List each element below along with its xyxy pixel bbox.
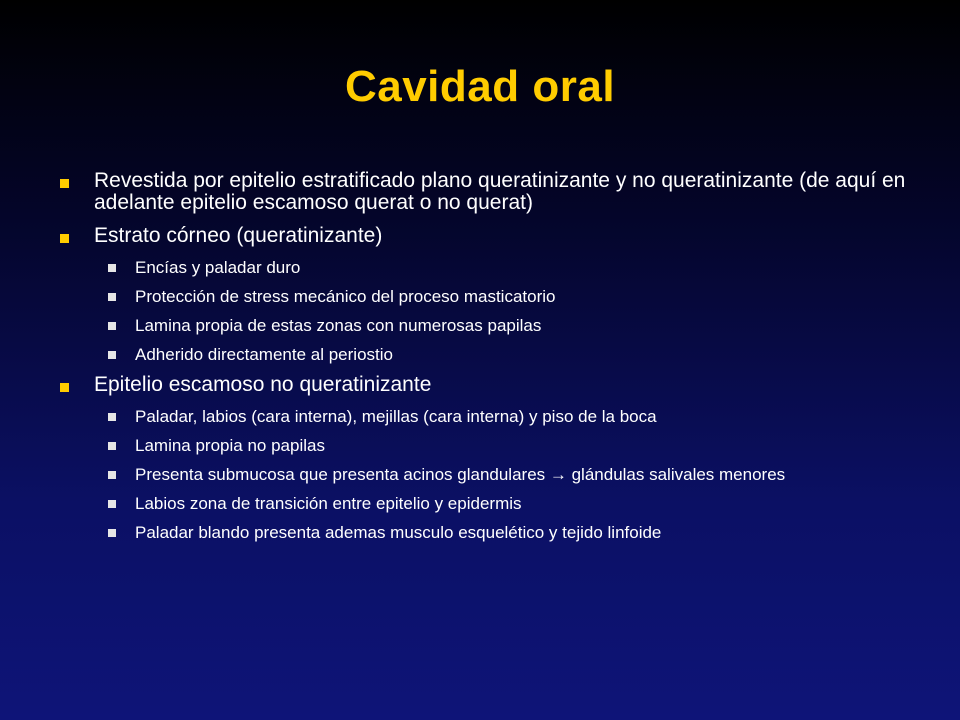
bullet-item xyxy=(56,170,916,214)
square-bullet-icon xyxy=(108,413,116,421)
sub-bullet-item xyxy=(56,316,916,335)
sub-bullet-text: Adherido directamente al periostio xyxy=(135,345,393,364)
square-bullet-icon xyxy=(60,234,69,243)
square-bullet-icon xyxy=(108,264,116,272)
sub-bullet-item xyxy=(56,258,916,277)
sub-bullet-text: Labios zona de transición entre epitelio y epidermis xyxy=(135,494,522,513)
sub-bullet-item xyxy=(56,287,916,306)
square-bullet-icon xyxy=(108,471,116,479)
bullet-item xyxy=(56,374,916,396)
sub-bullet-item xyxy=(56,436,916,455)
square-bullet-icon xyxy=(108,529,116,537)
slide-title: Cavidad oral xyxy=(344,62,616,111)
sub-bullet-text: Lamina propia no papilas xyxy=(135,436,325,455)
sub-bullet-text: Paladar blando presenta ademas musculo esquelético y tejido linfoide xyxy=(135,523,662,542)
square-bullet-icon xyxy=(108,293,116,301)
square-bullet-icon xyxy=(108,322,116,330)
bullet-text: Epitelio escamoso no queratinizante xyxy=(94,373,432,396)
sub-bullet-text: Lamina propia de estas zonas con numerosas papilas xyxy=(135,316,542,335)
sub-bullet-item xyxy=(56,494,916,513)
square-bullet-icon xyxy=(108,442,116,450)
sub-bullet-item xyxy=(56,465,916,484)
sub-bullet-item xyxy=(56,345,916,364)
sub-bullet-text: Protección de stress mecánico del proceso masticatorio xyxy=(135,287,556,306)
square-bullet-icon xyxy=(108,351,116,359)
square-bullet-icon xyxy=(108,500,116,508)
square-bullet-icon xyxy=(60,383,69,392)
bullet-text: Estrato córneo (queratinizante) xyxy=(94,224,383,247)
bullet-text: Revestida por epitelio estratificado plano queratinizante y no queratinizante (de aquí en adelante epitelio escamoso querat o no querat) xyxy=(94,169,906,214)
bullet-list xyxy=(56,170,916,552)
sub-bullet-text: Paladar, labios (cara interna), mejillas (cara interna) y piso de la boca xyxy=(135,407,657,426)
sub-bullet-item xyxy=(56,523,916,542)
sub-bullet-item xyxy=(56,407,916,426)
bullet-item xyxy=(56,225,916,247)
square-bullet-icon xyxy=(60,179,69,188)
sub-bullet-text: Encías y paladar duro xyxy=(135,258,301,277)
sub-bullet-text: Presenta submucosa que presenta acinos glandulares → glándulas salivales menores xyxy=(135,465,786,484)
